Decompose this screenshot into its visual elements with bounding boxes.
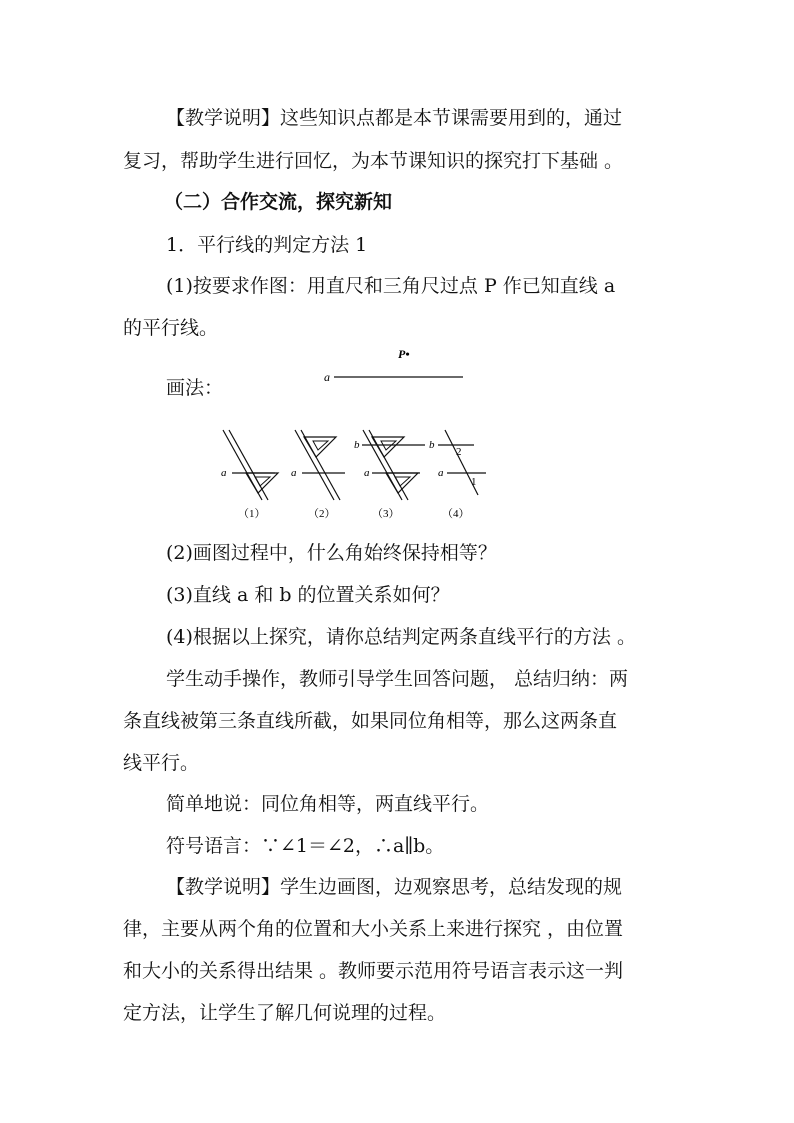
summary-line-2: 条直线被第三条直线所截，如果同位角相等，那么这两条直: [123, 710, 618, 732]
question-2: (2)画图过程中，什么角始终保持相等？: [166, 542, 497, 564]
angle-1-label: 1: [471, 476, 477, 488]
teaching-note-2-line-3: 和大小的关系得出结果 。教师要示范用符号语言表示这一判: [123, 960, 624, 982]
angle-2-label: 2: [456, 446, 462, 458]
symbolic-language: 符号语言：∵∠1＝∠2，∴a∥b。: [166, 835, 445, 857]
line-a-label: a: [324, 370, 330, 384]
step-1-figure: [221, 430, 278, 500]
line-a-label: a: [438, 467, 444, 479]
line-a-label: a: [364, 467, 370, 479]
summary-line-1: 学生动手操作，教师引导学生回答问题， 总结归纳：两: [166, 668, 629, 690]
line-b-label: b: [354, 439, 360, 451]
point-p-label: P•: [398, 347, 410, 361]
step-4-figure: [429, 430, 486, 495]
step-3-figure: [354, 430, 425, 500]
line-b-label: b: [429, 439, 435, 451]
teaching-note-2-line-2: 律，主要从两个角的位置和大小关系上来进行探究 ，由位置: [123, 918, 624, 940]
set-square-inner: [313, 441, 328, 450]
simple-statement: 简单地说：同位角相等，两直线平行。: [166, 793, 490, 815]
step-3-caption: （3）: [372, 508, 400, 520]
question-1-line-1: (1)按要求作图：用直尺和三角尺过点 P 作已知直线 a: [166, 275, 616, 297]
teaching-note-2-line-1: 【教学说明】学生边画图，边观察思考，总结发现的规: [166, 876, 623, 898]
question-4: (4)根据以上探究，请你总结判定两条直线平行的方法 。: [166, 626, 636, 648]
step-2-figure: [291, 430, 345, 500]
line-a-label: a: [291, 467, 297, 479]
teaching-note-2-line-4: 定方法，让学生了解几何说理的过程。: [123, 1002, 447, 1024]
step-2-caption: （2）: [308, 508, 336, 520]
drawing-method-label: 画法：: [166, 377, 224, 399]
figure-drawing-steps: [210, 425, 510, 525]
step-1-caption: （1）: [238, 508, 266, 520]
set-square-inner: [395, 477, 410, 486]
section-heading: （二）合作交流，探究新知: [164, 191, 393, 213]
line-a-label: a: [221, 467, 227, 479]
teaching-note-1-line-2: 复习，帮助学生进行回忆，为本节课知识的探究打下基础 。: [123, 150, 624, 172]
question-1-line-2: 的平行线。: [123, 317, 219, 339]
teaching-note-1-line-1: 【教学说明】这些知识点都是本节课需要用到的，通过: [166, 107, 623, 129]
summary-line-3: 线平行。: [123, 752, 200, 774]
subheading-method-1: 1．平行线的判定方法 1: [166, 234, 368, 256]
step-4-caption: （4）: [442, 508, 470, 520]
question-3: (3)直线 a 和 b 的位置关系如何？: [166, 584, 450, 606]
set-square-inner: [255, 477, 270, 486]
figure-line-a-point-p: [320, 340, 480, 390]
